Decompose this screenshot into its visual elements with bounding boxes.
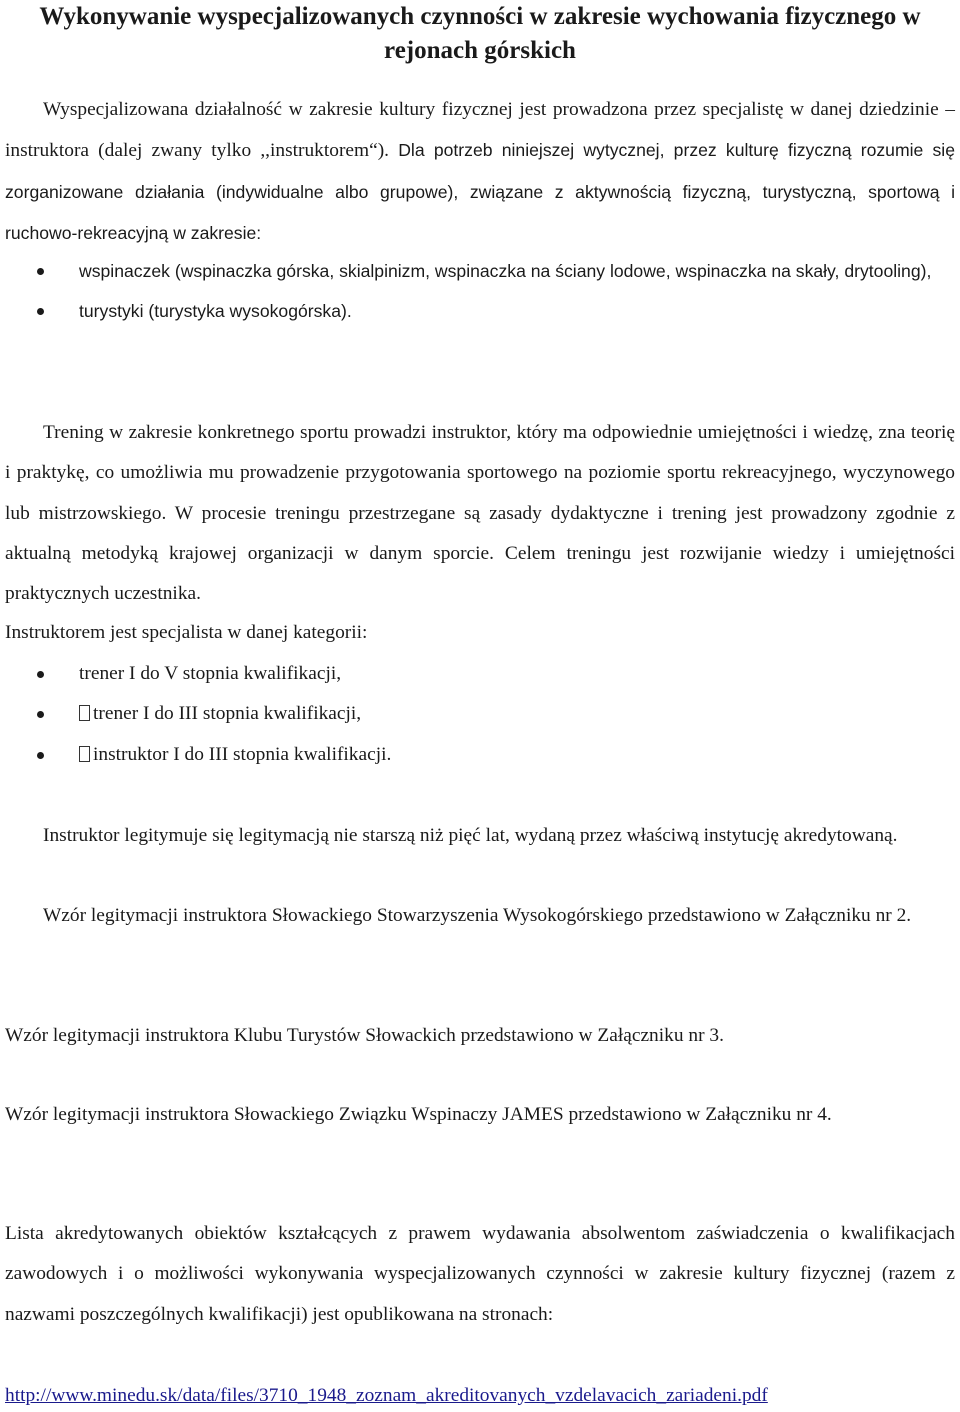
bullet-icon (37, 308, 44, 315)
bullet-icon (37, 711, 44, 718)
list-item (5, 291, 955, 331)
intro-paragraph (5, 90, 955, 254)
scope-item-tourism: turystyki (turystyka wysokogórska). (79, 301, 352, 322)
list-item (5, 694, 955, 734)
accreditation-paragraph: Lista akredytowanych obiektów kształcących z prawem wydawania absolwentom zaświadczenia o kwalifikacjach zawodowych i o możliwości wykonywania wyspecjalizowanych czynności w zakresie kultury fizycznej (razem z nazwami poszczególnych kwalifikacji) jest opublikowana na stronach: (5, 1223, 955, 1325)
qualification-item: trener I do V stopnia kwalifikacji, (79, 663, 342, 684)
scope-list (5, 251, 955, 332)
list-item (5, 654, 955, 694)
qualification-list (5, 654, 955, 775)
legitimation-paragraph: Instruktor legitymuje się legitymacją nie starszą niż pięć lat, wydaną przez właściwą instytucję akredytowaną. (43, 825, 898, 846)
missing-glyph-icon (79, 705, 90, 721)
qualification-item: instruktor I do III stopnia kwalifikacji. (93, 743, 392, 765)
bullet-icon (37, 671, 44, 678)
page-title: Wykonywanie wyspecjalizowanych czynności w zakresie wychowania fizycznego w rejonach górskich (39, 3, 921, 64)
list-item (5, 735, 955, 775)
training-paragraph: Trening w zakresie konkretnego sportu prowadzi instruktor, który ma odpowiednie umiejętności i wiedzę, zna teorię i praktykę, co umożliwia mu prowadzenie przygotowania sportowego na poziomie sportu rekreacyjnego, wyczynowego lub mistrzowskiego. W procesie treningu przestrzegane są zasady dydaktyczne i trening jest prowadzony zgodnie z aktualną metodyką krajowej organizacji w danym sporcie. Celem treningu jest rozwijanie wiedzy i umiejętności praktycznych uczestnika. (5, 422, 955, 605)
qualification-item: trener I do III stopnia kwalifikacji, (93, 703, 362, 725)
scope-item-climbing: wspinaczek (wspinaczka górska, skialpinizm, wspinaczka na ściany lodowe, wspinaczka na skały, drytooling), (79, 261, 932, 281)
intro-text-sans: Dla potrzeb niniejszej wytycznej, przez kulturę fizyczną rozumie się zorganizowane działania (indywidualne albo grupowe), związane z aktywnością fizyczną, turystyczną, sportową i ruchowo-rekreacyjną w zakresie: (5, 140, 955, 243)
missing-glyph-icon (79, 746, 90, 762)
intro-text-serif: Wyspecjalizowana działalność w zakresie kultury fizycznej jest prowadzona przez specjalistę w danej dziedzinie – instruktora (dalej zwany tylko ,,instruktorem“). (5, 99, 955, 162)
accreditation-list-link[interactable]: http://www.minedu.sk/data/files/3710_1948_zoznam_akreditovanych_vzdelavacich_zariadeni.pdf (5, 1385, 768, 1406)
template-paragraph-3: Wzór legitymacji instruktora Słowackiego Związku Wspinaczy JAMES przedstawiono w Załączniku nr 4. (5, 1104, 832, 1125)
instructor-label: Instruktorem jest specjalista w danej kategorii: (5, 622, 368, 643)
bullet-icon (37, 752, 44, 759)
list-item (5, 251, 955, 291)
template-paragraph-1: Wzór legitymacji instruktora Słowackiego Stowarzyszenia Wysokogórskiego przedstawiono w Załączniku nr 2. (43, 905, 912, 926)
template-paragraph-2: Wzór legitymacji instruktora Klubu Turystów Słowackich przedstawiono w Załączniku nr 3. (5, 1025, 724, 1046)
bullet-icon (37, 268, 44, 275)
